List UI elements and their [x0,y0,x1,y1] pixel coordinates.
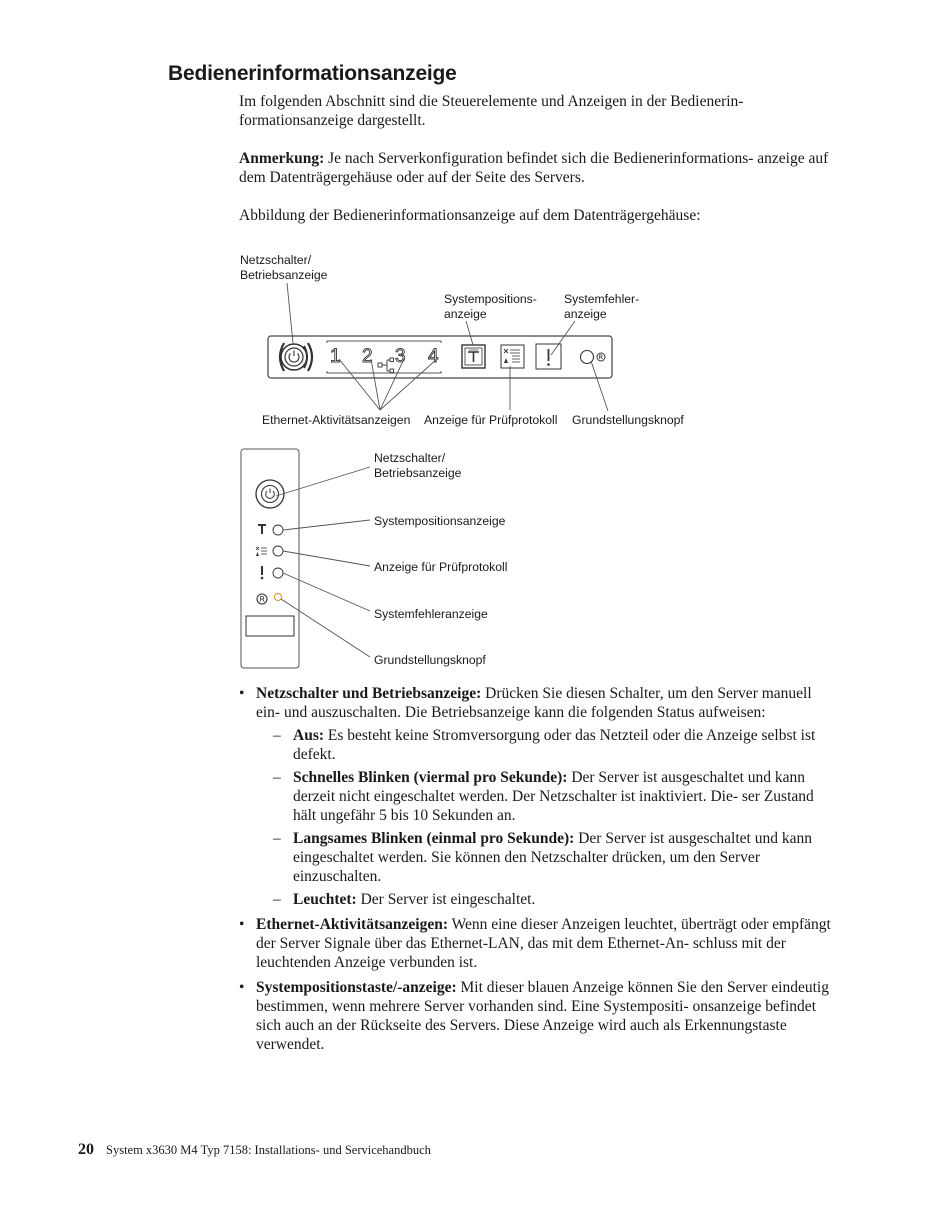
item-term: Netzschalter und Betriebsanzeige: [256,685,482,702]
bullet-mark: • [239,979,245,996]
d2-label-reset: Grundstellungsknopf [374,653,486,667]
d2-label-error: Systemfehleranzeige [374,607,488,621]
ethernet-port-4: 4 [428,346,439,367]
sub-list-item: – Leuchtet: Der Server ist eingeschaltet. [273,891,536,908]
check-log-led-icon [501,345,524,368]
ethernet-port-3: 3 [395,346,406,367]
note-text: Je nach Serverkonfiguration befindet sich die Bedienerinformations- anzeige auf dem Datenträgergehäuse oder auf der Seite des Servers. [239,150,829,186]
d2-label-checklog: Anzeige für Prüfprotokoll [374,560,508,574]
d2-label-power-line1: Netzschalter/ [374,451,446,465]
description-list [239,684,839,1060]
locator-led-icon [462,345,485,368]
page-number: 20 [78,1141,94,1158]
sub-item-term: Langsames Blinken (einmal pro Sekunde): [293,830,575,847]
sub-item-text: Es besteht keine Stromversorgung oder das Netzteil oder die Anzeige selbst ist defekt. [293,727,816,763]
d2-label-locator: Systempositionsanzeige [374,514,506,528]
sub-item-text: Der Server ist ausgeschaltet und kann eingeschaltet werden. Sie können den Netzschalter drücken, um den Server einzuschalten. [293,830,812,885]
item-text: Wenn eine dieser Anzeigen leuchtet, überträgt oder empfängt der Server Signale über das Ethernet-LAN, das mit dem Ethernet-An- schluss mit der leuchtenden Anzeige verbunden ist. [256,916,831,971]
horizontal-panel-figure [240,253,684,427]
status-sublist [256,726,839,909]
item-text: Drücken Sie diesen Schalter, um den Server manuell ein- und auszuschalten. Die Betriebsanzeige kann die folgenden Status aufweisen: [256,685,812,721]
page-footer [78,1141,431,1159]
item-text: Mit dieser blauen Anzeige können Sie den Server eindeutig bestimmen, wenn mehrere Server vorhanden sind. Eine Systempositi- onsanzeige befindet sich auch an der Rückseite des Servers. Diese Anzeige wird auch als Erkennungstaste verwendet. [256,979,829,1053]
ethernet-port-1: 1 [330,346,341,367]
figure-caption: Abbildung der Bedienerinformationsanzeige auf dem Datenträgergehäuse: [239,207,701,224]
d1-label-checklog: Anzeige für Prüfprotokoll [424,413,558,427]
d1-label-locator-line1: Systempositions- [444,292,537,306]
page-title: Bedienerinformationsanzeige [168,62,457,85]
d1-label-locator-line2: anzeige [444,307,487,321]
d1-label-power-line2: Betriebsanzeige [240,268,328,282]
bullet-mark: • [239,685,245,702]
sub-item-text: Der Server ist ausgeschaltet und kann derzeit nicht eingeschaltet werden. Der Netzschalter ist inaktiviert. Die- ser Zustand hält ungefähr 5 bis 10 Sekunden an. [293,769,814,824]
label-slot [246,616,294,636]
system-error-led-icon [536,344,561,369]
footer-text: System x3630 M4 Typ 7158: Installations- und Servicehandbuch [106,1143,431,1157]
vertical-power-button-icon [256,480,284,508]
d1-label-ethernet: Ethernet-Aktivitätsanzeigen [262,413,411,427]
reset-led [274,593,281,600]
d2-label-power-line2: Betriebsanzeige [374,466,462,480]
sub-item-term: Schnelles Blinken (viermal pro Sekunde): [293,769,568,786]
list-item [239,684,839,909]
d1-label-power-line1: Netzschalter/ [240,253,312,267]
sub-item-term: Leuchtet: [293,891,357,908]
item-term: Systempositionstaste/-anzeige: [256,979,457,996]
sub-item-term: Aus: [293,727,325,744]
item-term: Ethernet-Aktivitätsanzeigen: [256,916,448,933]
intro-paragraph: Im folgenden Abschnitt sind die Steuerelemente und Anzeigen in der Bedienerin- formationsanzeige dargestellt. [239,93,744,129]
list-item [239,915,839,972]
d1-label-error-line1: Systemfehler- [564,292,640,306]
bullet-mark: • [239,916,245,933]
d1-label-error-line2: anzeige [564,307,607,321]
note-paragraph [239,149,829,187]
note-label: Anmerkung: [239,150,325,167]
d1-label-reset: Grundstellungsknopf [572,413,684,427]
operator-panel-diagram [230,250,710,675]
ethernet-port-2: 2 [362,346,373,367]
vertical-panel-figure [241,449,507,668]
sub-list-item: – Langsames Blinken (einmal pro Sekunde): Der Server ist ausgeschaltet und kann eingeschaltet werden. Sie können den Netzschalter drücken, um den Server einzuschalten. [273,830,812,885]
sub-list-item: – Schnelles Blinken (viermal pro Sekunde): Der Server ist ausgeschaltet und kann derzeit nicht eingeschaltet werden. Der Netzschalter ist inaktiviert. Die- ser Zustand hält ungefähr 5 bis 10 Sekunden an. [273,769,814,824]
sub-item-text: Der Server ist eingeschaltet. [356,891,536,908]
list-item [239,978,839,1054]
sub-list-item: – Aus: Es besteht keine Stromversorgung oder das Netzteil oder die Anzeige selbst ist defekt. [273,727,816,763]
